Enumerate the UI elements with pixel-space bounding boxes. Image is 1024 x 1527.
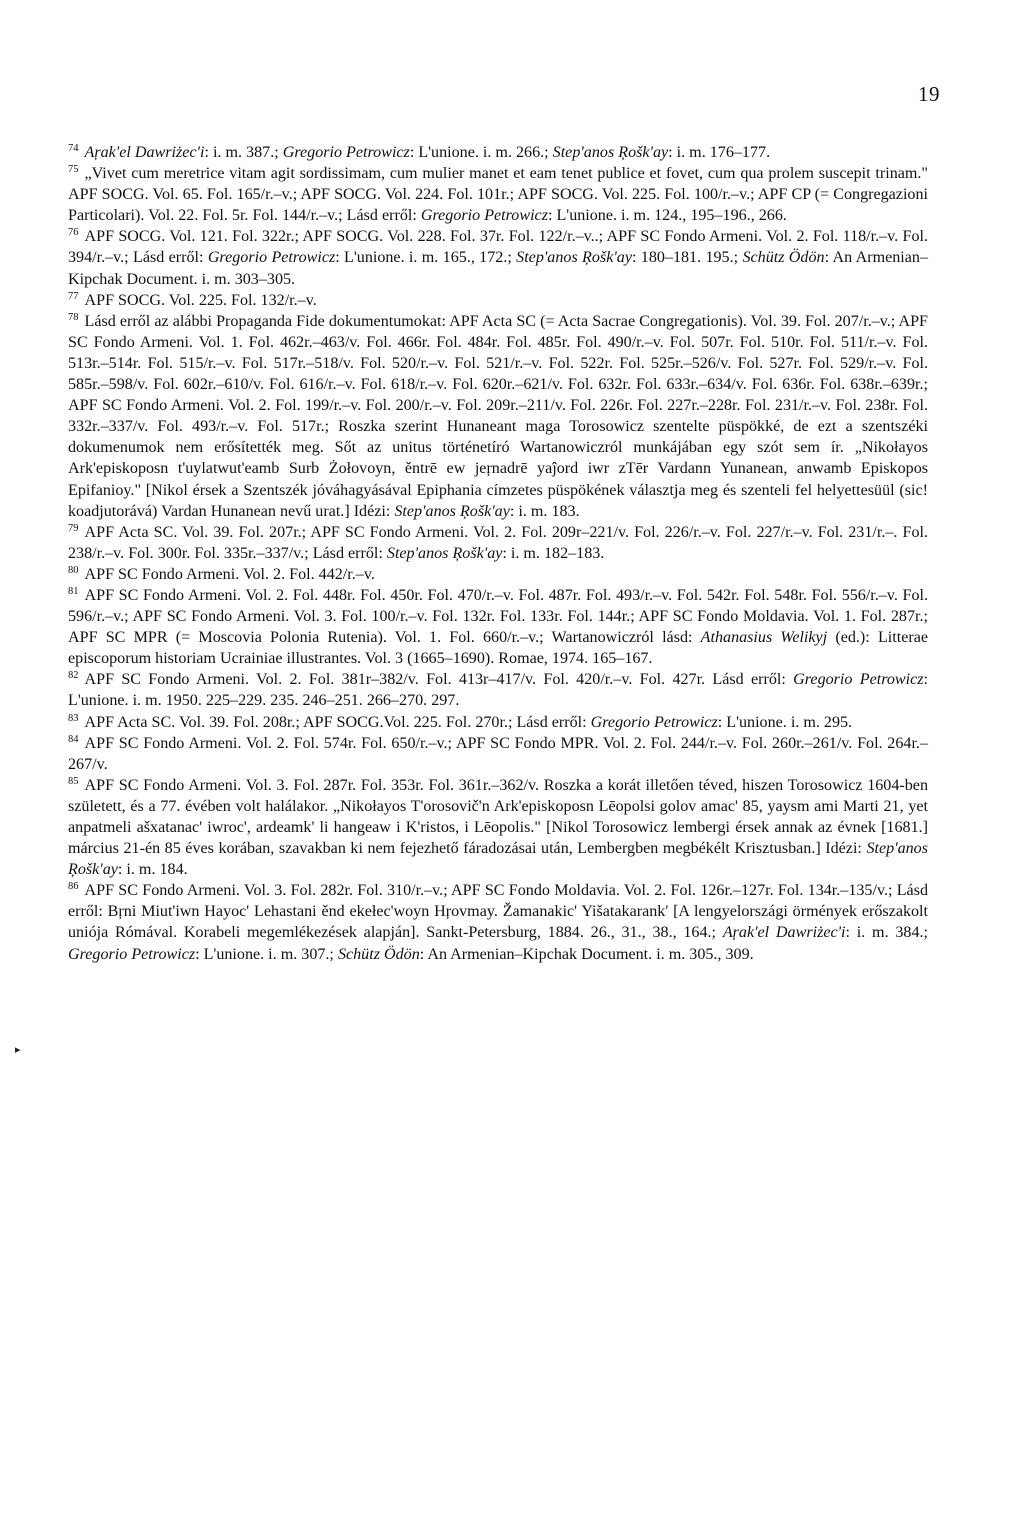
cited-author: Aŗak'el Dawriżec'i	[722, 924, 846, 942]
footnote-82	[68, 669, 928, 711]
footnote-text: : 180–181. 195.;	[631, 249, 743, 267]
cited-author: Gregorio Petrowicz	[207, 249, 336, 267]
footnote-text: APF SC Fondo Armeni. Vol. 2. Fol. 448r. Fol. 450r. Fol. 470/r.–v. Fol. 487r. Fol. 493/r.–v. Fol. 542r. Fol. 548r. Fol. 556/r.–v. Fol. 596/r.–v.; APF SC Fondo Armeni. Vol. 3. Fol. 100/r.–v. Fol. 132r. Fol. 133r. Fol. 144r.; APF SC Fondo Moldavia. Vol. 1. Fol. 287r.; APF SC MPR (= Moscovia Polonia Rutenia). Vol. 1. Fol. 660/r.–v.; Wartanowiczról lásd:	[68, 586, 928, 647]
footnote-text: : L'unione. i. m. 165., 172.;	[335, 249, 517, 267]
footnote-number: 79	[68, 522, 79, 534]
footnote-86	[68, 880, 928, 964]
footnote-text: APF SC Fondo Armeni. Vol. 2. Fol. 574r. Fol. 650/r.–v.; APF SC Fondo MPR. Vol. 2. Fol. 244/r.–v. Fol. 260r.–261/v. Fol. 264r.–267/v.	[68, 734, 928, 773]
footnote-number: 77	[68, 290, 79, 302]
footnote-text: : L'unione. i. m. 295.	[717, 713, 853, 731]
cited-author: Step'anos Ŗošk'ay	[68, 840, 928, 879]
footnote-text: APF SC Fondo Armeni. Vol. 3. Fol. 282r. Fol. 310/r.–v.; APF SC Fondo Moldavia. Vol. 2. Fol. 126r.–127r. Fol. 134r.–135/v.; Lásd erről: Bŗni Miut'iwn Hayoc' Lehastani ěnd ekełec'woyn Hŗovmay. Žamanakic' Yišatakarank' [A lengyelországi örmények erőszakolt uniója Rómával. Korabeli megemlékezések alapján]. Sankt-Petersburg, 1884. 26., 31., 38., 164.;	[68, 882, 928, 942]
footnote-text: APF SOCG. Vol. 121. Fol. 322r.; APF SOCG. Vol. 228. Fol. 37r. Fol. 122/r.–v..; APF SC Fondo Armeni. Vol. 2. Fol. 118/r.–v. Fol. 394/r.–v.; Lásd erről:	[68, 228, 928, 267]
footnote-83	[68, 712, 928, 733]
footnote-text: : L'unione. i. m. 124., 195–196., 266.	[547, 207, 787, 225]
footnote-text: : i. m. 387.;	[204, 144, 283, 161]
margin-mark: ▸	[15, 1044, 21, 1056]
cited-author: Step'anos Ŗošk'ay	[516, 249, 632, 267]
footnote-79	[68, 522, 928, 564]
footnote-text: : L'unione. i. m. 1950. 225–229. 235. 246–251. 266–270. 297.	[68, 671, 929, 710]
footnote-77	[68, 290, 928, 311]
footnotes	[68, 142, 928, 965]
footnote-text: APF SC Fondo Armeni. Vol. 3. Fol. 287r. Fol. 353r. Fol. 361r.–362/v. Roszka a korát illetően téved, hiszen Torosowicz 1604-ben született, és a 77. évében volt halálakor. „Nikołayos T'orosovič'n Ark'episkoposn Lēopolsi golov amac' 85, yaysm ami Marti 21, yet anpatmeli ašxatanac' iwroc', ardeamk' li hangeaw i K'ristos, i Lēopolis." [Nikol Torosowicz lembergi érsek annak az évnek [1681.] március 21-én 85 éves korában, szavakban ki nem fejezhető fáradozásai után, Lembergben megbékélt Krisztusban.] Idézi:	[68, 776, 928, 858]
footnote-text: APF SC Fondo Armeni. Vol. 2. Fol. 381r–382/v. Fol. 413r–417/v. Fol. 420/r.–v. Fol. 427r. Lásd erről:	[84, 671, 794, 689]
cited-author: Schütz Ödön	[742, 249, 825, 267]
footnote-text: : i. m. 384.;	[845, 924, 929, 942]
footnote-text: (ed.): Litterae episcoporum historiam Ucrainiae illustrantes. Vol. 3 (1665–1690). Romae, 1974. 165–167.	[68, 629, 928, 668]
footnote-number: 84	[68, 733, 79, 745]
footnote-number: 86	[68, 881, 79, 893]
footnote-text: APF Acta SC. Vol. 39. Fol. 208r.; APF SOCG.Vol. 225. Fol. 270r.; Lásd erről:	[84, 713, 591, 731]
footnote-number: 83	[68, 712, 79, 724]
footnote-text: : L'unione. i. m. 266.;	[409, 144, 553, 161]
footnote-text: : An Armenian–Kipchak Document. i. m. 305., 309.	[419, 945, 754, 963]
footnote-text: : L'unione. i. m. 307.;	[195, 945, 338, 963]
cited-author: Gregorio Petrowicz	[793, 671, 924, 689]
footnote-74	[68, 142, 928, 163]
cited-author: Step'anos Ŗošk'ay	[552, 144, 669, 161]
footnote-number: 82	[68, 670, 79, 682]
footnote-78	[68, 311, 928, 522]
cited-author: Athanasius Welikyj	[700, 629, 828, 647]
footnote-text: : i. m. 182–183.	[502, 544, 605, 562]
cited-author: Aŗak'el Dawriżec'i	[84, 144, 205, 161]
footnote-number: 75	[68, 164, 79, 176]
footnote-number: 74	[68, 143, 79, 154]
page-number: 19	[918, 82, 940, 106]
footnote-text: Lásd erről az alábbi Propaganda Fide dokumentumokat: APF Acta SC (= Acta Sacrae Congregationis). Vol. 39. Fol. 207/r.–v.; APF SC Fondo Armeni. Vol. 1. Fol. 462r.–463/v. Fol. 466r. Fol. 484r. Fol. 485r. Fol. 490/r.–v. Fol. 507r. Fol. 510r. Fol. 511/r.–v. Fol. 513r.–514r. Fol. 515/r.–v. Fol. 517r.–518/v. Fol. 520/r.–v. Fol. 521/r.–v. Fol. 522r. Fol. 525r.–526/v. Fol. 527r. Fol. 529/r.–v. Fol. 585r.–598/v. Fol. 602r.–610/v. Fol. 616/r.–v. Fol. 618/r.–v. Fol. 620r.–621/v. Fol. 632r. Fol. 633r.–634/v. Fol. 636r. Fol. 638r.–639r.; APF SC Fondo Armeni. Vol. 2. Fol. 199/r.–v. Fol. 200/r.–v. Fol. 209r.–211/v. Fol. 226r. Fol. 227r.–228r. Fol. 231/r.–v. Fol. 238r. Fol. 332r.–337/v. Fol. 493/r.–v. Fol. 517r.; Roszka szerint Hunaneant maga Torosowicz szentelte püspökké, de ezt a szentszéki dokumenumok nem erősítették meg. Sőt az unitus történetíró Wartanowiczról munkájában egy szót sem ír. „Nikołayos Ark'episkoposn t'uylatwut'eamb Surb Żołovoyn, ěntrē ew jeŗnadrē yaĵord iwr zTēr Vardann Yunanean, anwamb Episkopos Epifanioy." [Nikol érsek a Szentszék jóváhagyásával Epiphania címzetes püspökének választja meg és szenteli fel helyettesüül (sic! koadjutorává) Vardan Hunanean nevű urat.] Idézi:	[68, 312, 928, 520]
footnote-75	[68, 163, 928, 226]
cited-author: Schütz Ödön	[337, 945, 420, 963]
footnote-text: : An Armenian–Kipchak Document. i. m. 303–305.	[68, 249, 929, 288]
footnote-84	[68, 733, 928, 775]
footnote-text: APF SOCG. Vol. 225. Fol. 132/r.–v.	[84, 291, 317, 309]
footnote-text: : i. m. 184.	[117, 861, 188, 879]
footnote-76	[68, 226, 928, 289]
footnote-text: APF SC Fondo Armeni. Vol. 2. Fol. 442/r.–v.	[84, 565, 375, 583]
footnote-81	[68, 585, 928, 669]
footnote-text: : i. m. 183.	[509, 502, 580, 520]
cited-author: Gregorio Petrowicz	[420, 207, 548, 225]
footnote-number: 76	[68, 227, 79, 239]
footnote-number: 80	[68, 564, 79, 576]
footnote-number: 81	[68, 585, 79, 597]
footnote-text: APF Acta SC. Vol. 39. Fol. 207r.; APF SC Fondo Armeni. Vol. 2. Fol. 209r–221/v. Fol. 226/r.–v. Fol. 227/r.–v. Fol. 231/r.–. Fol. 238/r.–v. Fol. 300r. Fol. 335r.–337/v.; Lásd erről:	[68, 523, 928, 562]
cited-author: Gregorio Petrowicz	[590, 713, 718, 731]
cited-author: Step'anos Ŗošk'ay	[394, 502, 510, 520]
footnote-number: 78	[68, 311, 79, 323]
cited-author: Step'anos Ŗošk'ay	[386, 544, 503, 562]
cited-author: Gregorio Petrowicz	[282, 144, 410, 161]
footnote-text: : i. m. 176–177.	[668, 144, 771, 161]
cited-author: Gregorio Petrowicz	[68, 945, 196, 963]
footnote-85	[68, 775, 928, 880]
footnote-number: 85	[68, 775, 79, 787]
footnote-80	[68, 564, 928, 585]
footnote-text: „Vivet cum meretrice vitam agit sordissimam, cum mulier manet et eam tenet publice et fovet, cum qua prolem suscepit trinam." APF SOCG. Vol. 65. Fol. 165/r.–v.; APF SOCG. Vol. 224. Fol. 101r.; APF SOCG. Vol. 225. Fol. 100/r.–v.; APF CP (= Congregazioni Particolari). Vol. 22. Fol. 5r. Fol. 144/r.–v.; Lásd erről:	[68, 165, 928, 225]
